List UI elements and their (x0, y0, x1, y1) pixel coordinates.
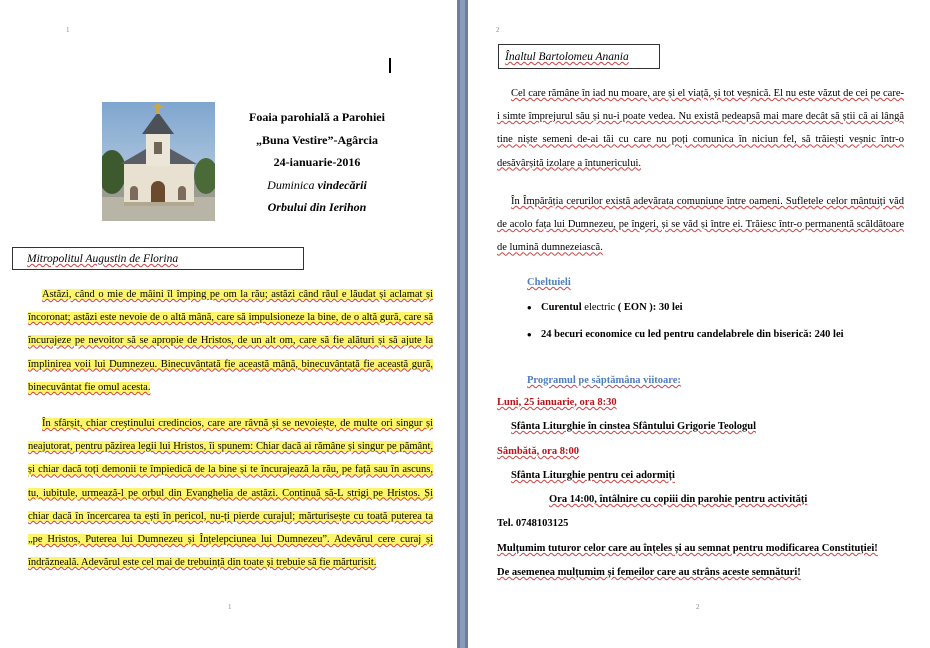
program-event-1: Sfânta Liturghie în cinstea Sfântului Grigorie Teologul (511, 421, 757, 432)
page-gutter (457, 0, 468, 648)
author-box-right: Înaltul Bartolomeu Anania (498, 44, 660, 69)
expense-item: • Curentul electric ( EON ): 30 lei (527, 297, 844, 324)
paragraph-2: În sfârșit, chiar creștinului credincios, care are râvnă și se nevoiește, de multe ori singur și neajutorat, pentru păzirea legii lui Hristos, îi spunem: Chiar dacă ai rămâne și singur pe pământ, și chiar dacă toți demonii te împiedică de la bine și te încurajează la rău, pe față sau în ascuns, tu, iubitule, urmează-l pe orbul din Evanghelia de astăzi. Continuă să-L strigi pe Hristos. Și chiar dacă în încercarea ta ești în pericol, nu-ți pierde curajul; mărturisește cu toată puterea ta „pe Hristos, Puterea lui Dumnezeu și Înțelepciunea lui Dumnezeu”. Adevărul cere curaj și îndrăzneală. Adevărul este cel mai de trebuință din toate și trebuie să fie mărturisit. (28, 418, 433, 569)
program-title: Programul pe săptămâna viitoare: (527, 375, 681, 386)
masthead-sunday: Duminica vindecării (267, 177, 367, 192)
masthead-parish: „Buna Vestire”-Agârcia (256, 132, 378, 147)
paragraph-4: În Împărăția cerurilor există adevărata comuniune între oameni. Sufletele celor mântuiți văd de acolo fața lui Dumnezeu, pe îngeri, și se văd și între ei. Trăiesc într-o permanentă scăldătoare de lumină dumnezeiască. (497, 196, 904, 254)
page-number-top: 1 (66, 26, 70, 34)
page-number-bottom: 1 (228, 603, 232, 611)
paragraph-3: Cel care rămâne în iad nu moare, are și el viață, și tot veșnică. El nu este văzut de cei pe care-i simte împrejurul său și nu-i poate vedea. Nu există pedeapsă mai mare decât să știi că ai lângă tine niște semeni de-ai tăi cu care nu poți comunica în niciun fel, să trăiești veșnic într-o desăvârșită izolare a întunericului. (497, 88, 904, 169)
thanks-line-1: Mulțumim tuturor celor care au înțeles și au semnat pentru modificarea Constituției! (497, 543, 878, 554)
masthead-gospel: Orbului din Ierihon (267, 200, 367, 214)
expenses-list (527, 297, 844, 351)
page-number-bottom: 2 (696, 603, 700, 611)
phone-number: Tel. 0748103125 (497, 518, 569, 529)
paragraph-1: Astăzi, când o mie de mâini îl împing pe om la rău; astăzi când răul e lăudat și aclamat și încoronat; astăzi este nevoie de o altă mână, care să impulsioneze la bine, de o altă gură, care să încurajeze pe nevoitor să se apropie de Hristos, de un alt om, care să fie alături și să ajute la împlinirea voii lui Dumnezeu. Binecuvântată fie această mână, binecuvântată fie această gură, binecuvântat fie omul acesta. (28, 289, 433, 393)
author-box-left: Mitropolitul Augustin de Florina (12, 247, 304, 270)
page-left (0, 0, 457, 648)
program-event-3: Ora 14:00, întâlnire cu copiii din parohie pentru activități (549, 494, 808, 505)
church-photo (102, 102, 215, 221)
text-cursor (389, 58, 391, 73)
masthead-date: 24-ianuarie-2016 (273, 155, 361, 169)
expense-item: • 24 becuri economice cu led pentru candelabrele din biserică: 240 lei (527, 324, 844, 351)
expenses-title: Cheltuieli (527, 277, 571, 288)
newsletter-masthead (232, 106, 402, 219)
thanks-line-2: De asemenea mulțumim și femeilor care au strâns aceste semnături! (497, 567, 801, 578)
program-day-2: Sâmbătă, ora 8:00 (497, 446, 579, 457)
program-day-1: Luni, 25 ianuarie, ora 8:30 (497, 397, 617, 408)
masthead-title: Foaia parohială a Parohiei (249, 110, 385, 124)
page-number-top: 2 (496, 26, 500, 34)
program-event-2: Sfânta Liturghie pentru cei adormiți (511, 470, 675, 481)
